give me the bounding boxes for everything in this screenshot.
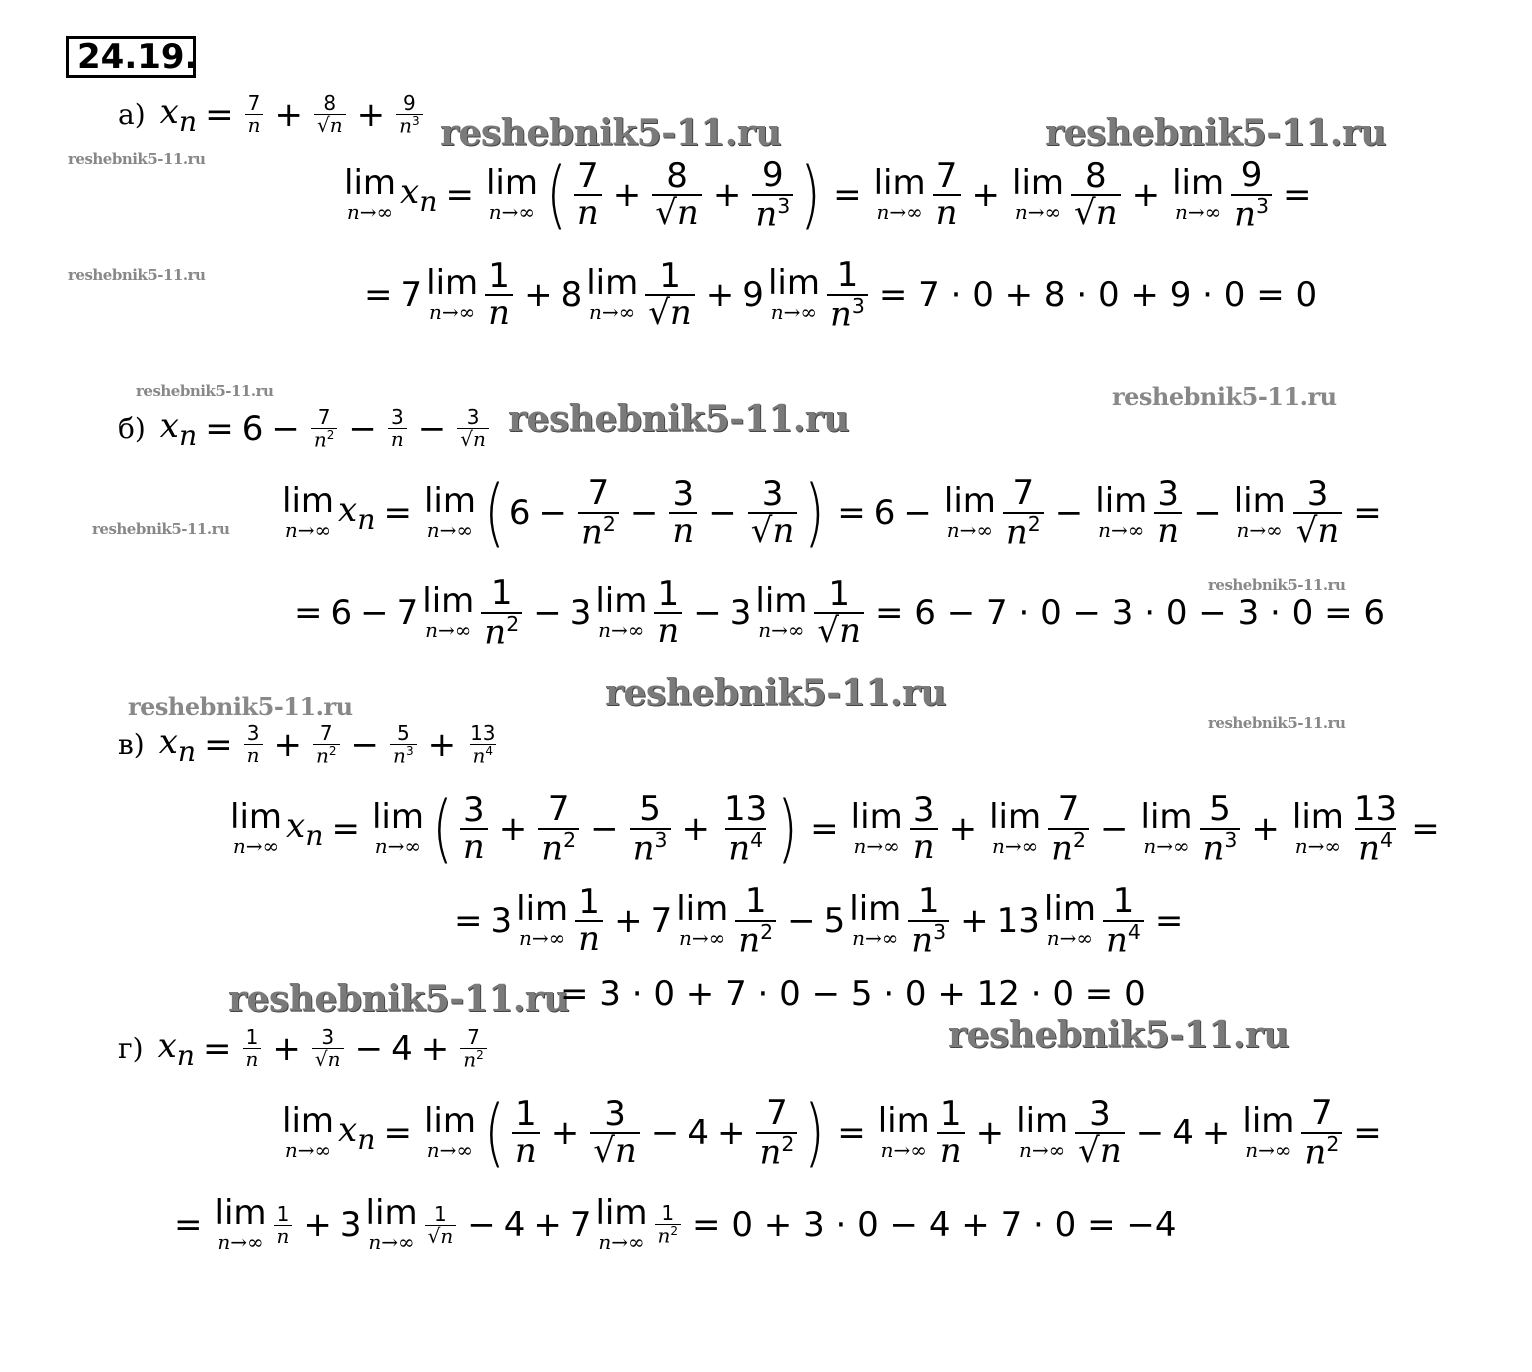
part-a-limit-expansion: lim n→∞ $x_n$ = lim n→∞ ( $\frac{7}{n}$ + $\frac{8}{√n}$ + $\frac{9}{n^3}$ ) = lim n→∞ $\frac{7}{n}$ + lim n→∞ $\frac{8}{√n}$ + lim n→∞ $\frac{9}{n^3}$ = — [344, 152, 1312, 239]
part-g-limit-expansion: lim n→∞ $x_n$ = lim n→∞ ( $\frac{1}{n}$ + $\frac{3}{√n}$ − 4 + $\frac{7}{n^2}$ ) = lim n→∞ $\frac{1}{n}$ + lim n→∞ $\frac{3}{√n}$ − 4 + lim n→∞ $\frac{7}{n^2}$ = — [282, 1090, 1382, 1177]
watermark: reshebnik5-11.ru — [128, 692, 353, 721]
part-a-definition: а) $x_n$ = $\frac{7}{n}$ + $\frac{8}{√n}$ + $\frac{9}{n^3}$ — [118, 92, 426, 138]
watermark: reshebnik5-11.ru — [68, 266, 206, 284]
part-v-definition: в) $x_n$ = $\frac{3}{n}$ + $\frac{7}{n^2}$ − $\frac{5}{n^3}$ + $\frac{13}{n^4}$ — [118, 721, 496, 768]
part-b-limit-result: = 6 − 7 lim n→∞ $\frac{1}{n^2}$ − 3 lim n→∞ $\frac{1}{n}$ − 3 lim n→∞ $\frac{1}{√n}$ = 6 − 7 · 0 − 3 · 0 − 3 · 0 = 6 — [294, 573, 1386, 653]
part-a-limit-result: = 7 lim n→∞ $\frac{1}{n}$ + 8 lim n→∞ $\frac{1}{√n}$ + 9 lim n→∞ $\frac{1}{n^3}$ = 7 · 0 + 8 · 0 + 9 · 0 = 0 — [364, 255, 1318, 335]
problem-number: 24.19. — [66, 36, 196, 78]
part-v-limit-expansion: lim n→∞ $x_n$ = lim n→∞ ( $\frac{3}{n}$ + $\frac{7}{n^2}$ − $\frac{5}{n^3}$ + $\frac{13}{n^4}$ ) = lim n→∞ $\frac{3}{n}$ + lim n→∞ $\frac{7}{n^2}$ − lim n→∞ $\frac{5}{n^3}$ + lim n→∞ $\frac{13}{n^4}$ = — [230, 786, 1440, 873]
watermark: reshebnik5-11.ru — [136, 382, 274, 400]
part-g-definition: г) $x_n$ = $\frac{1}{n}$ + $\frac{3}{√n}$ − 4 + $\frac{7}{n^2}$ — [118, 1026, 490, 1072]
part-v-limit-step: = 3 lim n→∞ $\frac{1}{n}$ + 7 lim n→∞ $\frac{1}{n^2}$ − 5 lim n→∞ $\frac{1}{n^3}$ + 13 lim n→∞ $\frac{1}{n^4}$ = — [454, 881, 1184, 961]
watermark: reshebnik5-11.ru — [1045, 112, 1386, 154]
watermark: reshebnik5-11.ru — [228, 978, 569, 1020]
part-b-definition: б) $x_n$ = 6 − $\frac{7}{n^2}$ − $\frac{3}{n}$ − $\frac{3}{√n}$ — [118, 406, 492, 452]
watermark: reshebnik5-11.ru — [605, 672, 946, 714]
watermark: reshebnik5-11.ru — [508, 398, 849, 440]
watermark: reshebnik5-11.ru — [948, 1014, 1289, 1056]
watermark: reshebnik5-11.ru — [1208, 714, 1346, 732]
part-g-limit-result: = lim n→∞ $\frac{1}{n}$ + 3 lim n→∞ $\frac{1}{√n}$ − 4 + 7 lim n→∞ $\frac{1}{n^2}$ = 0 + 3 · 0 − 4 + 7 · 0 = −4 — [174, 1193, 1177, 1254]
watermark: reshebnik5-11.ru — [1208, 576, 1346, 594]
part-b-limit-expansion: lim n→∞ $x_n$ = lim n→∞ ( 6 − $\frac{7}{n^2}$ − $\frac{3}{n}$ − $\frac{3}{√n}$ ) = 6 − lim n→∞ $\frac{7}{n^2}$ − lim n→∞ $\frac{3}{n}$ − lim n→∞ $\frac{3}{√n}$ = — [282, 470, 1382, 557]
part-v-limit-result: = 3 · 0 + 7 · 0 − 5 · 0 + 12 · 0 = 0 — [560, 974, 1146, 1014]
watermark: reshebnik5-11.ru — [68, 150, 206, 168]
watermark: reshebnik5-11.ru — [1112, 382, 1337, 411]
watermark: reshebnik5-11.ru — [440, 112, 781, 154]
watermark: reshebnik5-11.ru — [92, 520, 230, 538]
